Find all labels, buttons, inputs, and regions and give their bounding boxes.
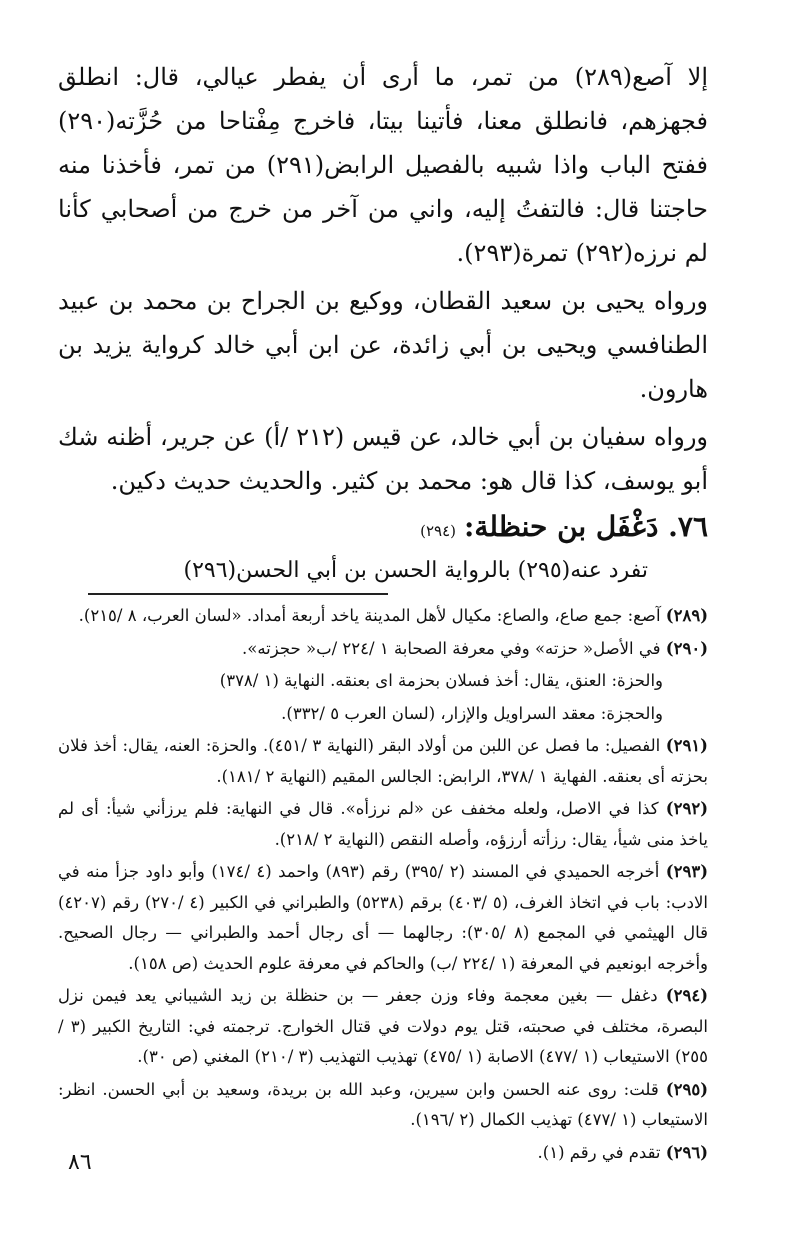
footnote-number: (٢٩٦) <box>665 1142 708 1162</box>
footnote-289 <box>58 601 708 632</box>
footnote-number: (٢٨٩) <box>665 606 708 625</box>
narrator-line: تفرد عنه(٢٩٥) بالرواية الحسن بن أبي الحسن(٢٩٦) <box>183 558 648 583</box>
paragraph-2: ورواه يحيى بن سعيد القطان، ووكيع بن الجراح بن محمد بن عبيد الطنافسي ويحيى بن أبي زائدة، عن ابن أبي خالد كرواية يزيد بن هارون. <box>58 287 708 403</box>
footnote-text: الفصيل: ما فصل عن اللبن من أولاد البقر (النهاية ٣ /٤٥١). والحزة: العنه، يقال: أخذ فلان بحزته أى بعنقه. الفهاية ١ /٣٧٨، الرابض: الجالس المقيم (النهاية ٢ /١٨١). <box>58 736 708 786</box>
footnote-291 <box>58 731 708 792</box>
page-number: ٨٦ <box>68 1150 92 1175</box>
footnote-text: دغفل — بغين معجمة وفاء وزن جعفر — بن حنظلة بن زيد الشيباني يعد فيمن نزل البصرة، مختلف في صحبته، قتل يوم دولات في قتال الخوارج. ترجمته في: التاريخ الكبير (٣ /٢٥٥) الاستيعاب (١ /٤٧٧) الاصابة (١ /٤٧٥) تهذيب التهذيب (٣ /٢١٠) المغني (ص ٣٠). <box>58 986 708 1066</box>
footnote-text: تقدم في رقم (١). <box>537 1142 661 1162</box>
footnote-divider <box>88 593 388 595</box>
footnote-292 <box>58 794 708 855</box>
paragraph-3: ورواه سفيان بن أبي خالد، عن قيس (٢١٢ /أ) عن جرير، أظنه شك أبو يوسف، كذا قال هو: محمد بن كثير. والحديث حديث دكين. <box>58 423 708 495</box>
footnote-290-line-3: والحجزة: معقد السراويل والإزار، (لسان العرب ٥ /٣٣٢). <box>281 703 663 723</box>
paragraph-1: إلا آصع(٢٨٩) من تمر، ما أرى أن يفطر عيالي، قال: انطلق فجهزهم، فانطلق معنا، فأتينا بيتا، فاخرج مِفْتاحا من حُزَّته(٢٩٠) ففتح الباب واذا شبيه بالفصيل الرابض(٢٩١) من تمر، فأخذنا منه حاجتنا قال: فالتفتُ إليه، واني من آخر من خرج من أصحابي كأنا لم نرزه(٢٩٢) تمرة(٢٩٣). <box>58 63 708 267</box>
entry-heading-footnote-ref: (٢٩٤) <box>420 522 456 540</box>
footnote-290-line-2: والحزة: العنق، يقال: أخذ فسلان بحزمة اى بعنقه. النهاية (١ /٣٧٨) <box>219 671 663 690</box>
footnote-text: قلت: روى عنه الحسن وابن سيرين، وعبد الله بن بريدة، وسعيد بن أبي الحسن. انظر: الاستيعاب (١ /٤٧٧) تهذيب الكمال (٢ /١٩٦). <box>58 1079 708 1129</box>
footnote-290 <box>58 634 708 665</box>
footnote-text: في الأصل« حزته» وفي معرفة الصحابة ١ /٢٢٤ /ب« حجزته». <box>242 638 661 658</box>
footnote-294 <box>58 981 708 1073</box>
entry-heading-title: ٧٦. دَغْفَل بن حنظلة: <box>463 510 708 543</box>
footnote-number: (٢٩٣) <box>665 862 708 881</box>
footnotes <box>58 601 708 1168</box>
footnote-number: (٢٩٠) <box>665 638 708 658</box>
main-text <box>58 55 708 503</box>
footnote-296 <box>58 1138 708 1169</box>
footnote-text: آصع: جمع صاع، والصاع: مكيال لأهل المدينة ياخد أربعة أمداد. «لسان العرب، ٨ /٢١٥). <box>78 606 661 625</box>
footnote-number: (٢٩٢) <box>665 799 708 818</box>
footnote-295 <box>58 1075 708 1136</box>
footnote-number: (٢٩٥) <box>665 1079 708 1099</box>
footnote-number: (٢٩٤) <box>665 986 708 1005</box>
footnote-293 <box>58 857 708 979</box>
footnote-number: (٢٩١) <box>665 736 708 755</box>
entry-heading <box>58 507 708 551</box>
footnote-text: كذا في الاصل، ولعله مخفف عن «لم نرزأه». قال في النهاية: فلم يرزأني شيأ: أى لم ياخذ منى شيأ، يقال: رزأته أرزؤه، وأصله النقص (النهاية ٢ /٢١٨). <box>58 799 708 849</box>
book-page <box>58 55 708 1185</box>
footnote-text: أخرجه الحميدي في المسند (٢ /٣٩٥) رقم (٨٩٣) واحمد (٤ /١٧٤) وأبو داود جزأ منه في الادب: باب في اتخاذ الغرف، (٥ /٤٠٣) برقم (٥٢٣٨) والطبراني في الكبير (٤ /٢٧٠) رقم (٤٢٠٧) قال الهيثمي في المجمع (٨ /٣٠٥): رجالهما — أى رجال أحمد والطبراني — رجال الصحيح. وأخرجه ابونعيم في المعرفة (١ /٢٢٤ /ب) والحاكم في معرفة علوم الحديث (ص ١٥٨). <box>58 862 708 973</box>
